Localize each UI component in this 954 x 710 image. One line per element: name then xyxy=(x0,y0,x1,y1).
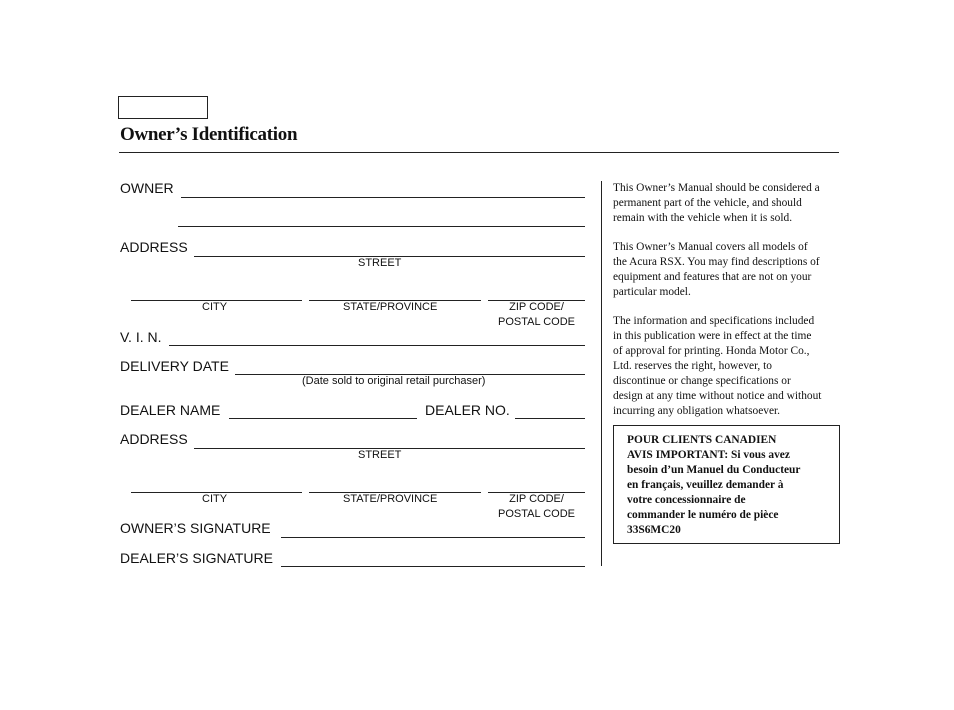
page-title: Owner’s Identification xyxy=(120,124,298,145)
owner-signature-line[interactable] xyxy=(281,537,585,538)
dealer-name-label: DEALER NAME xyxy=(120,402,221,418)
dealer-no-line[interactable] xyxy=(515,418,585,419)
dealer-name-line[interactable] xyxy=(229,418,417,419)
info-paragraph-2: This Owner’s Manual covers all models of the Acura RSX. You may find descriptions of equipment and features that are not on your particular model. xyxy=(613,241,820,298)
address-label: ADDRESS xyxy=(120,239,188,255)
title-rule xyxy=(119,152,839,153)
canadian-notice-box: POUR CLIENTS CANADIEN AVIS IMPORTANT: Si vous avez besoin d’un Manuel du Conducteur en français, veuillez demander à votre concessionnaire de commander le numéro de pièce 33S6MC20 xyxy=(613,425,840,544)
dealer-state-caption: STATE/PROVINCE xyxy=(343,493,438,505)
vin-line[interactable] xyxy=(169,345,585,346)
city-caption: CITY xyxy=(202,301,228,313)
street-caption: STREET xyxy=(358,257,402,269)
delivery-date-note: (Date sold to original retail purchaser) xyxy=(302,375,486,387)
owner-line-2[interactable] xyxy=(178,226,585,227)
owner-label: OWNER xyxy=(120,180,174,196)
dealer-signature-line[interactable] xyxy=(281,566,585,567)
owner-signature-label: OWNER’S SIGNATURE xyxy=(120,520,271,536)
postal-caption: POSTAL CODE xyxy=(497,316,576,328)
dealer-signature-label: DEALER’S SIGNATURE xyxy=(120,550,273,566)
dealer-postal-caption: POSTAL CODE xyxy=(497,508,576,520)
delivery-date-label: DELIVERY DATE xyxy=(120,358,229,374)
dealer-city-caption: CITY xyxy=(202,493,228,505)
header-tab-box xyxy=(118,96,208,119)
info-paragraph-3: The information and specifications included in this publication were in effect at the time of approval for printing. Honda Motor Co., Ltd. reserves the right, however, to discontinue or change specifications or design at any time without notice and without incurring any obligation whatsoever. xyxy=(613,315,822,417)
dealer-zip-caption: ZIP CODE/ xyxy=(509,493,564,505)
vin-label: V. I. N. xyxy=(120,329,162,345)
owner-line[interactable] xyxy=(181,197,585,198)
zip-caption: ZIP CODE/ xyxy=(509,301,564,313)
info-paragraph-1: This Owner’s Manual should be considered a permanent part of the vehicle, and should remain with the vehicle when it is sold. xyxy=(613,182,820,224)
column-divider xyxy=(601,181,602,566)
dealer-no-label: DEALER NO. xyxy=(425,402,510,418)
state-caption: STATE/PROVINCE xyxy=(343,301,438,313)
dealer-address-label: ADDRESS xyxy=(120,431,188,447)
dealer-street-caption: STREET xyxy=(358,449,402,461)
